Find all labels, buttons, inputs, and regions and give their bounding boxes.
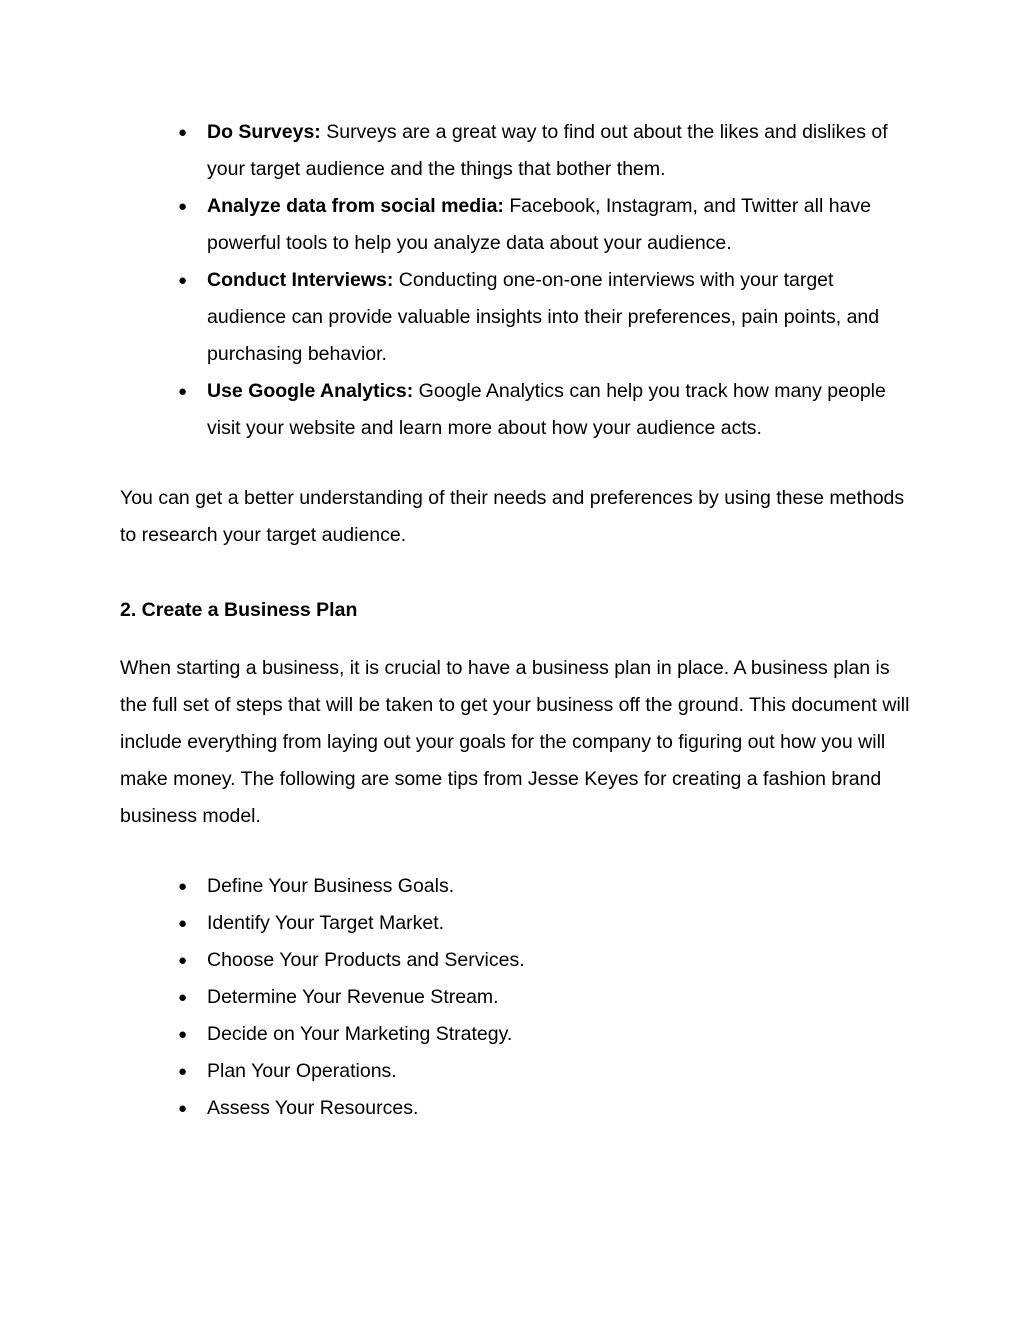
summary-paragraph: You can get a better understanding of their needs and preferences by using these methods to research your target audience. — [120, 487, 905, 546]
list-item — [0, 1053, 1024, 1090]
list-item-text: Identify Your Target Market. — [207, 912, 445, 934]
bullet-icon: ● — [178, 272, 188, 289]
list-item-text: Decide on Your Marketing Strategy. — [207, 1023, 513, 1045]
list-item — [0, 1090, 1024, 1127]
list-item-text: Google Analytics can help you track how many people visit your website and learn more about how your audience acts. — [207, 380, 886, 439]
list-item — [0, 262, 1024, 373]
business-plan-tips-list — [0, 868, 1024, 1127]
list-item-text: Choose Your Products and Services. — [207, 949, 525, 971]
bullet-icon: ● — [178, 198, 188, 215]
list-item-text: Plan Your Operations. — [207, 1060, 397, 1082]
bullet-icon: ● — [178, 1100, 188, 1117]
list-item — [0, 1016, 1024, 1053]
list-item-title: Conduct Interviews: — [207, 269, 394, 291]
list-item — [0, 373, 1024, 447]
list-item-text: Facebook, Instagram, and Twitter all have powerful tools to help you analyze data about your audience. — [207, 195, 872, 254]
list-item — [0, 979, 1024, 1016]
bullet-icon: ● — [178, 383, 188, 400]
list-item — [0, 114, 1024, 188]
bullet-icon: ● — [178, 1026, 188, 1043]
research-methods-list — [0, 114, 1024, 447]
list-item-title: Use Google Analytics: — [207, 380, 414, 402]
bullet-icon: ● — [178, 952, 188, 969]
list-item-text: Conducting one-on-one interviews with your target audience can provide valuable insights into their preferences, pain points, and purchasing behavior. — [207, 269, 880, 365]
list-item-text: Surveys are a great way to find out about the likes and dislikes of your target audience and the things that bother them. — [207, 121, 888, 180]
bullet-icon: ● — [178, 878, 188, 895]
bullet-icon: ● — [178, 1063, 188, 1080]
list-item-title: Analyze data from social media: — [207, 195, 504, 217]
bullet-icon: ● — [178, 915, 188, 932]
business-plan-paragraph: When starting a business, it is crucial to have a business plan in place. A business plan is the full set of steps that will be taken to get your business off the ground. This document will include everything from laying out your goals for the company to figuring out how you will make money. The following are some tips from Jesse Keyes for creating a fashion brand business model. — [120, 657, 910, 827]
list-item — [0, 942, 1024, 979]
list-item — [0, 905, 1024, 942]
bullet-icon: ● — [178, 124, 188, 141]
list-item — [0, 868, 1024, 905]
list-item-text: Assess Your Resources. — [207, 1097, 419, 1119]
list-item — [0, 188, 1024, 262]
section-heading: 2. Create a Business Plan — [120, 599, 358, 621]
bullet-icon: ● — [178, 989, 188, 1006]
list-item-text: Define Your Business Goals. — [207, 875, 455, 897]
list-item-title: Do Surveys: — [207, 121, 321, 143]
list-item-text: Determine Your Revenue Stream. — [207, 986, 499, 1008]
